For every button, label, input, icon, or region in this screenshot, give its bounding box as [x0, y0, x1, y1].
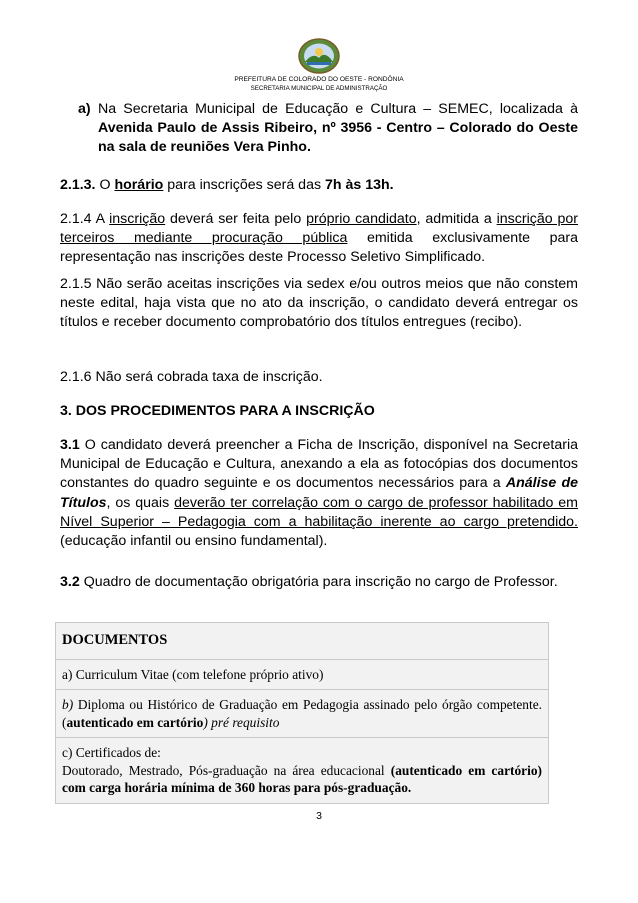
- p214-text2: deverá ser feita pelo: [169, 211, 302, 227]
- p31-number: 3.1: [60, 437, 80, 453]
- row2-text: Diploma ou Histórico de Graduação em Pedagogia assinado pelo órgão competente. (: [62, 697, 542, 730]
- row2-label: b): [62, 697, 74, 712]
- p213-text2: para inscrições será das: [167, 177, 322, 193]
- row3-bold: (autenticado em cartório) com carga horária mínima de 360 horas para pós-graduação.: [62, 762, 542, 795]
- table-row: [56, 738, 549, 804]
- row2-autenticado: autenticado em cartório: [66, 714, 204, 730]
- p31-text1: O candidato deverá preencher a Ficha de Inscrição, disponível na Secretaria Municipal de Educação e Cultura, anexando a ela as fotocópias dos documentos constantes do quadro seguinte e os documentos necessários para a: [60, 437, 578, 492]
- item-a-text: Na Secretaria Municipal de Educação e Cultura – SEMEC, localizada à: [98, 101, 578, 117]
- p31-correlacao: deverão ter correlação com o cargo de professor habilitado em Nível Superior – Pedagogia com a habilitação inerente ao cargo pretendido.: [60, 494, 578, 530]
- p31-analise-titulos: Análise de Títulos: [60, 475, 578, 511]
- header-secretaria: SECRETARIA MUNICIPAL DE ADMINISTRAÇÃO: [250, 85, 388, 92]
- p214-proprio-candidato: próprio candidato: [306, 211, 417, 227]
- p31-text3: (educação infantil ou ensino fundamental).: [60, 533, 328, 550]
- paragraph-3-1: [60, 436, 578, 551]
- page-number: 3: [316, 810, 322, 822]
- p214-procuracao: inscrição por terceiros mediante procuração pública: [60, 211, 578, 247]
- p214-text3: , admitida a: [416, 211, 492, 227]
- table-header-row: [56, 623, 549, 660]
- row3-text: Doutorado, Mestrado, Pós-graduação na área educacional: [62, 762, 385, 778]
- table-row: [56, 659, 549, 690]
- header-prefeitura: PREFEITURA DE COLORADO DO OESTE - RONDÔNIA: [234, 76, 404, 83]
- item-a-label: a): [78, 101, 91, 117]
- p213-text: O: [99, 177, 111, 193]
- p32-text: Quadro de documentação obrigatória para inscrição no cargo de Professor.: [83, 574, 558, 590]
- p213-hours: 7h às 13h.: [325, 177, 394, 193]
- paragraph-3-2: [60, 573, 578, 592]
- item-a: [78, 100, 578, 158]
- p214-text4: emitida exclusivamente para representação nas inscrições deste Processo Seletivo Simplificado.: [60, 230, 578, 266]
- p214-inscricao: inscrição: [109, 211, 166, 227]
- item-a-address: Avenida Paulo de Assis Ribeiro, nº 3956 - Centro – Colorado do Oeste na sala de reuniões Vera Pinho.: [98, 120, 578, 156]
- table-row: [56, 690, 549, 738]
- section-3-heading: 3. DOS PROCEDIMENTOS PARA A INSCRIÇÃO: [60, 403, 375, 419]
- p32-number: 3.2: [60, 574, 80, 590]
- table-header: DOCUMENTOS: [56, 623, 549, 660]
- row3-heading: c) Certificados de:: [62, 745, 161, 760]
- documents-table: [55, 622, 549, 804]
- table-row-certificados: [56, 738, 549, 804]
- paragraph-2-1-6: 2.1.6 Não será cobrada taxa de inscrição.: [60, 369, 323, 385]
- table-row-curriculum: a) Curriculum Vitae (com telefone próprio ativo): [56, 659, 549, 690]
- paragraph-2-1-3: [60, 176, 578, 195]
- p213-horario: horário: [114, 177, 164, 193]
- p213-number: 2.1.3.: [60, 177, 96, 193]
- p214-text1: 2.1.4 A: [60, 211, 105, 227]
- municipal-seal-logo: [297, 38, 341, 74]
- paragraph-2-1-4: [60, 210, 578, 268]
- table-row-diploma: [56, 690, 549, 738]
- paragraph-2-1-5: 2.1.5 Não serão aceitas inscrições via sedex e/ou outros meios que não constem neste edital, haja vista que no ato da inscrição, o candidato deverá entregar os títulos e receber documento comprobatório dos títulos entregues (recibo).: [60, 276, 578, 331]
- p31-text2: , os quais: [106, 494, 170, 511]
- row2-prerequisito: ) pré requisito: [203, 714, 280, 730]
